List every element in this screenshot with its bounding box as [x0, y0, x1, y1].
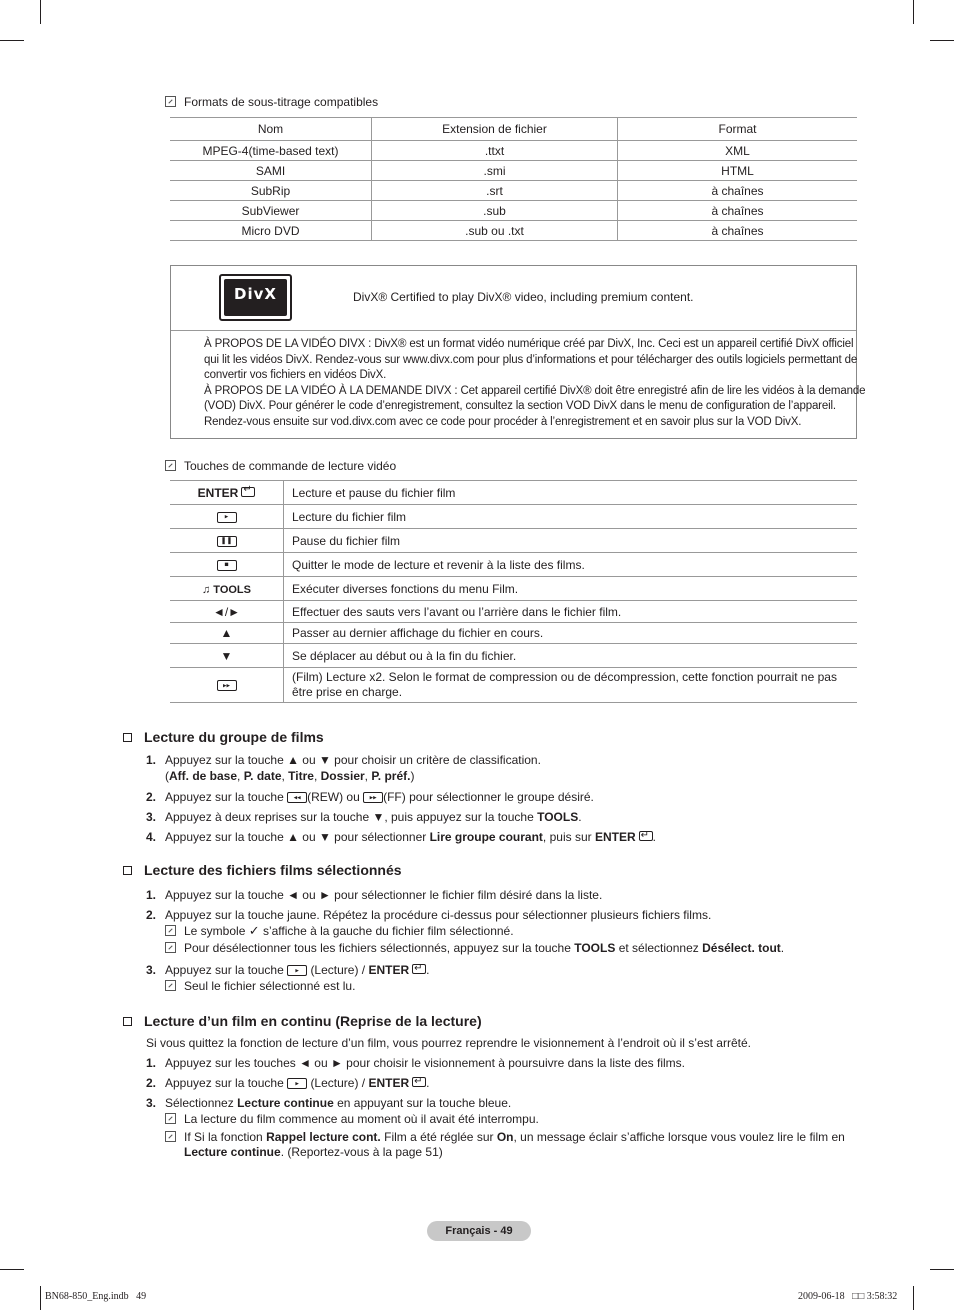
table-cell: SAMI — [170, 161, 372, 181]
controls-note: Touches de commande de lecture vidéo — [165, 459, 396, 474]
checkbox-bullet-icon — [123, 733, 132, 742]
note-icon — [165, 460, 176, 471]
section-title: Lecture d’un film en continu (Reprise de la lecture) — [123, 1013, 482, 1029]
note: Seul le fichier sélectionné est lu. — [165, 979, 355, 994]
checkbox-bullet-icon — [123, 866, 132, 875]
crop-mark — [913, 0, 914, 24]
note-icon — [165, 1131, 176, 1142]
subtitle-formats-table — [170, 117, 857, 241]
note: If Si la fonction Rappel lecture cont. Film a été réglée sur On, un message éclair s’affiche lorsque vous voulez lire le film en — [165, 1130, 865, 1145]
crop-mark — [930, 1269, 954, 1270]
footer-datetime: 2009-06-18 □□ 3:58:32 — [798, 1291, 898, 1302]
desc-cell: Quitter le mode de lecture et revenir à la liste des films. — [284, 553, 858, 577]
step-3: 3. Appuyez sur la touche ▸ (Lecture) / ENTER↵ . — [146, 962, 429, 978]
step-3: 3. Sélectionnez Lecture continue en appuyant sur la touche bleue. — [146, 1096, 512, 1110]
section-title: Lecture du groupe de films — [123, 729, 324, 745]
table-cell: HTML — [618, 161, 858, 181]
table-cell: à chaînes — [618, 221, 858, 241]
step-2: 2. Appuyez sur la touche ▸ (Lecture) / ENTER↵ . — [146, 1075, 429, 1091]
table-row — [170, 668, 857, 703]
stop-icon: ■ — [217, 560, 237, 571]
note: Le symbole ✓ s’affiche à la gauche du fichier film sélectionné. — [165, 923, 514, 939]
step-4: 4. Appuyez sur la touche ▲ ou ▼ pour sélectionner Lire groupe courant, puis sur ENTER↵ . — [146, 829, 656, 845]
table-cell: .smi — [372, 161, 618, 181]
play-icon: ▸ — [287, 965, 307, 976]
table-cell: .sub — [372, 201, 618, 221]
note-icon — [165, 942, 176, 953]
table-row — [170, 201, 857, 221]
table-cell: à chaînes — [618, 201, 858, 221]
note-icon — [165, 980, 176, 991]
step-1: 1. Appuyez sur la touche ◄ ou ► pour sélectionner le fichier film désiré dans la liste. — [146, 888, 603, 902]
desc-cell: Effectuer des sauts vers l’avant ou l’arrière dans le fichier film. — [284, 601, 858, 623]
key-cell — [170, 505, 284, 529]
column-header: Format — [618, 118, 858, 141]
enter-icon — [412, 964, 426, 974]
pause-icon: ❚❚ — [217, 536, 237, 547]
desc-cell: Se déplacer au début ou à la fin du fichier. — [284, 644, 858, 668]
divider — [171, 330, 856, 331]
table-cell: à chaînes — [618, 181, 858, 201]
table-cell: SubRip — [170, 181, 372, 201]
desc-cell: Passer au dernier affichage du fichier en cours. — [284, 623, 858, 644]
key-cell: ◄/► — [170, 601, 284, 623]
table-row — [170, 221, 857, 241]
table-cell: .sub ou .txt — [372, 221, 618, 241]
step-2: 2. Appuyez sur la touche jaune. Répétez la procédure ci-dessus pour sélectionner plusieurs fichiers films. — [146, 908, 712, 922]
step-1: 1. Appuyez sur la touche ▲ ou ▼ pour choisir un critère de classification. — [146, 753, 541, 767]
column-header: Nom — [170, 118, 372, 141]
key-cell: ▼ — [170, 644, 284, 668]
fast-forward-icon: ▸▸ — [363, 792, 383, 803]
table-cell: XML — [618, 141, 858, 161]
divx-certified-text: DivX® Certified to play DivX® video, including premium content. — [353, 290, 694, 304]
note: Pour désélectionner tous les fichiers sélectionnés, appuyez sur la touche TOOLS et sélectionnez Désélect. tout. — [165, 941, 784, 956]
key-cell — [170, 668, 284, 703]
desc-cell: Exécuter diverses fonctions du menu Film. — [284, 577, 858, 601]
desc-cell: Pause du fichier film — [284, 529, 858, 553]
step-1: 1. Appuyez sur les touches ◄ ou ► pour choisir le visionnement à poursuivre dans la liste des films. — [146, 1056, 686, 1070]
table-header-row — [170, 118, 857, 141]
section-title: Lecture des fichiers films sélectionnés — [123, 862, 402, 878]
rewind-icon: ◂◂ — [287, 792, 307, 803]
table-row — [170, 529, 857, 553]
table-row — [170, 577, 857, 601]
crop-mark — [0, 1269, 24, 1270]
table-row — [170, 505, 857, 529]
desc-cell: Lecture du fichier film — [284, 505, 858, 529]
step-3: 3. Appuyez à deux reprises sur la touche ▼, puis appuyez sur la touche TOOLS. — [146, 810, 582, 824]
table-cell: .ttxt — [372, 141, 618, 161]
play-icon: ▸ — [287, 1078, 307, 1089]
key-cell — [170, 553, 284, 577]
table-cell: .srt — [372, 181, 618, 201]
note-icon — [165, 925, 176, 936]
note-icon — [165, 1113, 176, 1124]
crop-mark — [913, 1286, 914, 1310]
section-intro: Si vous quittez la fonction de lecture d’un film, vous pourrez reprendre le visionnement à l’endroit où il s’est arrêté. — [146, 1036, 751, 1050]
step-2: 2. Appuyez sur la touche ◂◂ (REW) ou ▸▸ (FF) pour sélectionner le groupe désiré. — [146, 790, 594, 804]
divx-logo: DivX — [219, 274, 292, 321]
table-row — [170, 141, 857, 161]
table-cell: MPEG-4(time-based text) — [170, 141, 372, 161]
table-row — [170, 601, 857, 623]
table-cell: SubViewer — [170, 201, 372, 221]
table-row — [170, 644, 857, 668]
table-row — [170, 481, 857, 505]
controls-table — [170, 480, 857, 703]
enter-icon — [241, 487, 255, 497]
table-row — [170, 181, 857, 201]
crop-mark — [40, 0, 41, 24]
footer-file: BN68-850_Eng.indb 49 — [45, 1291, 147, 1302]
note-continued: Lecture continue. (Reportez-vous à la page 51) — [184, 1145, 443, 1159]
tools-icon: ♫ — [201, 583, 214, 596]
page-number-badge: Français - 49 — [427, 1221, 531, 1241]
key-cell: ENTER↵ — [170, 481, 284, 505]
crop-mark — [40, 1286, 41, 1310]
divx-info-box — [170, 265, 866, 439]
key-cell: ♫ TOOLS — [170, 577, 284, 601]
divx-about-text: À PROPOS DE LA VIDÉO DIVX : DivX® est un format vidéo numérique créé par DivX, Inc. Ceci est un appareil certifié DivX officiel qui lit les vidéos DivX. Rendez-vous sur www.divx.com pour plus d’informations et pour télécharger des outils logiciels permettant de convertir vos fichiers en vidéos DivX. À PROPOS DE LA VIDÉO À LA DEMANDE DIVX : Cet appareil certifié DivX® doit être enregistré afin de lire les vidéos à la demande (VOD) DivX. Pour générer le code d’enregistrement, consultez la section VOD DivX dans le menu de configuration de l’appareil. Rendez-vous ensuite sur vod.divx.com avec ce code pour procéder à l’enregistrement et en savoir plus sur la VOD DivX. — [204, 338, 866, 428]
enter-icon — [639, 831, 653, 841]
fast-forward-icon: ▸▸ — [217, 680, 237, 691]
checkmark-icon: ✓ — [248, 923, 260, 938]
subtitle-formats-note: Formats de sous-titrage compatibles — [165, 95, 378, 110]
table-cell: Micro DVD — [170, 221, 372, 241]
play-icon: ▸ — [217, 512, 237, 523]
step-1-criteria: (Aff. de base, P. date, Titre, Dossier, P. préf.) — [165, 769, 415, 783]
key-cell — [170, 529, 284, 553]
table-row — [170, 623, 857, 644]
desc-cell: Lecture et pause du fichier film — [284, 481, 858, 505]
crop-mark — [0, 40, 24, 41]
column-header: Extension de fichier — [372, 118, 618, 141]
desc-cell: (Film) Lecture x2. Selon le format de compression ou de décompression, cette fonction pourrait ne pas être prise en charge. — [284, 668, 858, 703]
note: La lecture du film commence au moment où il avait été interrompu. — [165, 1112, 539, 1127]
checkbox-bullet-icon — [123, 1017, 132, 1026]
table-row — [170, 553, 857, 577]
crop-mark — [930, 40, 954, 41]
enter-icon — [412, 1077, 426, 1087]
key-cell: ▲ — [170, 623, 284, 644]
table-row — [170, 161, 857, 181]
note-icon — [165, 96, 176, 107]
